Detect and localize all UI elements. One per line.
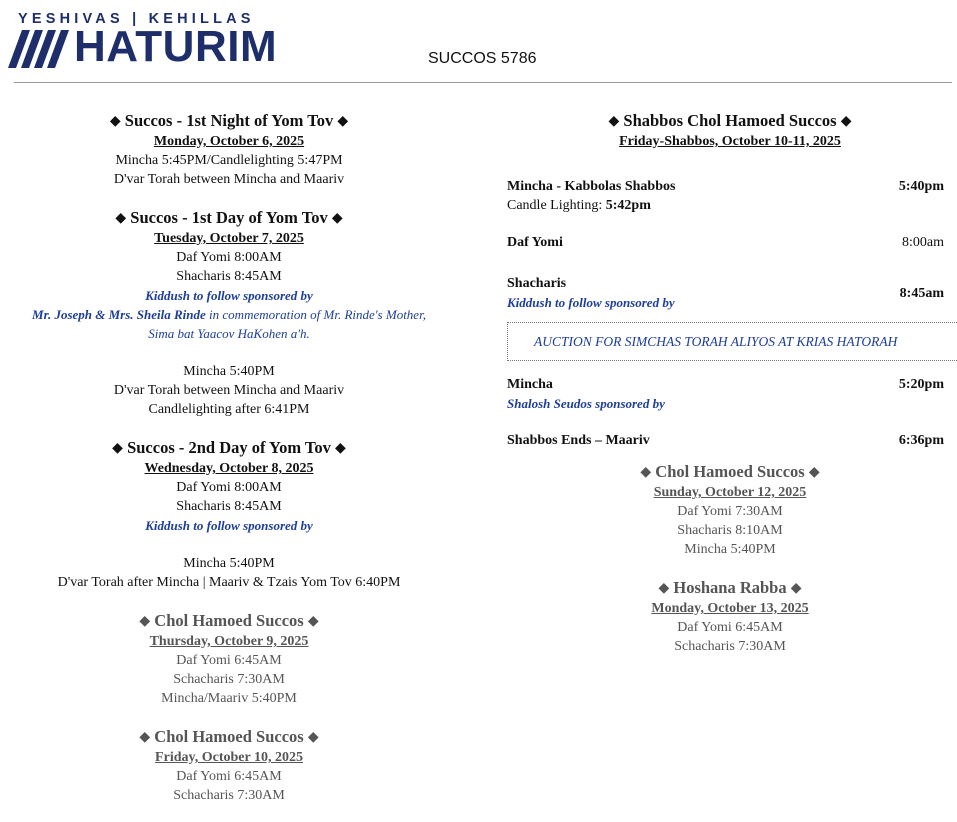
schedule-line: Daf Yomi 7:30AM: [677, 504, 783, 519]
schedule-line: Mincha 5:45PM/Candlelighting 5:47PM: [115, 153, 343, 168]
sponsor-line: [14, 305, 444, 324]
row-label: Shabbos Ends – Maariv: [507, 433, 650, 448]
section-title: [14, 726, 444, 749]
diamond-icon: ◆: [331, 211, 343, 226]
section-title: [507, 461, 953, 484]
sponsor-name: Mr. Joseph & Mrs. Sheila Rinde: [32, 307, 206, 322]
schedule-line: Daf Yomi 8:00AM: [176, 250, 282, 265]
section-date: Wednesday, October 8, 2025: [144, 461, 314, 476]
logo-tagline: YESHIVAS | KEHILLAS: [18, 11, 255, 27]
auction-banner: AUCTION FOR SIMCHAS TORAH ALIYOS AT KRIAS HATORAH: [507, 322, 957, 361]
diamond-icon: ◆: [112, 441, 123, 456]
section-chol-hamoed-friday: [14, 726, 444, 805]
section-title-text: Succos - 2nd Day of Yom Tov: [127, 438, 331, 457]
schedule-line: Mincha/Maariv 5:40PM: [161, 691, 297, 706]
diamond-icon: ◆: [640, 465, 652, 480]
section-title: [14, 110, 444, 133]
diamond-icon: ◆: [337, 114, 349, 129]
row-label: Shacharis: [507, 276, 567, 291]
haturim-logo[interactable]: [8, 8, 308, 71]
section-title-text: Hoshana Rabba: [673, 578, 787, 597]
header-divider: [14, 82, 952, 83]
diamond-icon: ◆: [608, 114, 620, 129]
sponsor-text: in commemoration of Mr. Rinde's Mother,: [205, 307, 426, 322]
kiddush-note: Kiddush to follow sponsored by: [145, 288, 313, 303]
schedule-line: D'var Torah after Mincha | Maariv & Tzais Yom Tov 6:40PM: [57, 575, 401, 590]
row-time: 5:40pm: [898, 179, 944, 194]
schedule-line: D'var Torah between Mincha and Maariv: [113, 172, 345, 187]
section-title-text: Shabbos Chol Hamoed Succos: [623, 111, 837, 130]
sponsor-line-2: Sima bat Yaacov HaKohen a'h.: [148, 326, 310, 341]
schedule-line: Shacharis 8:45AM: [176, 499, 282, 514]
section-date: Monday, October 13, 2025: [651, 601, 809, 616]
row-time: 8:45am: [899, 286, 944, 301]
schedule-line: Mincha 5:40PM: [684, 542, 776, 557]
candle-label: Candle Lighting:: [507, 198, 606, 213]
section-date: Sunday, October 12, 2025: [653, 485, 807, 500]
page-header: [0, 0, 957, 84]
section-title: [507, 577, 953, 600]
schedule-line: Mincha 5:40PM: [183, 364, 275, 379]
schedule-row-shacharis: [507, 274, 953, 312]
row-label: Mincha: [507, 377, 553, 392]
diamond-icon: ◆: [109, 114, 121, 129]
diamond-icon: ◆: [335, 441, 346, 456]
diamond-icon: ◆: [139, 614, 151, 629]
row-label: Mincha - Kabbolas Shabbos: [507, 179, 676, 194]
schedule-row-daf-yomi: [507, 233, 953, 252]
section-title-text: Chol Hamoed Succos: [655, 462, 805, 481]
row-time: 8:00am: [902, 235, 944, 250]
diamond-icon: ◆: [115, 211, 127, 226]
right-column: [507, 110, 953, 656]
section-title: [14, 207, 444, 230]
schedule-line: Candlelighting after 6:41PM: [148, 402, 310, 417]
diamond-icon: ◆: [790, 581, 802, 596]
section-title: [507, 110, 953, 133]
diamond-icon: ◆: [808, 465, 820, 480]
shabbos-header: [507, 110, 953, 151]
section-first-day: [14, 207, 444, 419]
schedule-line: Daf Yomi 6:45AM: [176, 653, 282, 668]
candle-lighting-line: [507, 196, 953, 215]
section-date: Thursday, October 9, 2025: [149, 634, 309, 649]
row-label: Daf Yomi: [507, 235, 563, 250]
section-title-text: Chol Hamoed Succos: [154, 727, 304, 746]
schedule-line: Shacharis 8:45AM: [176, 269, 282, 284]
schedule-line: D'var Torah between Mincha and Maariv: [113, 383, 345, 398]
schedule-line: Shacharis 8:10AM: [677, 523, 783, 538]
schedule-row-mincha: [507, 375, 953, 413]
candle-time: 5:42pm: [605, 198, 651, 213]
section-chol-hamoed-thursday: [14, 610, 444, 708]
section-date: Friday, October 10, 2025: [155, 750, 303, 765]
diamond-icon: ◆: [840, 114, 852, 129]
logo-wordmark: HATURIM: [74, 22, 278, 71]
section-second-day: [14, 437, 444, 592]
schedule-line: Daf Yomi 6:45AM: [677, 620, 783, 635]
section-title: [14, 610, 444, 633]
section-title-text: Succos - 1st Day of Yom Tov: [130, 208, 328, 227]
section-date: Monday, October 6, 2025: [153, 134, 305, 149]
schedule-line: Daf Yomi 6:45AM: [176, 769, 282, 784]
document-title: SUCCOS 5786: [428, 50, 537, 67]
kiddush-note: Kiddush to follow sponsored by: [507, 295, 675, 310]
section-date: Tuesday, October 7, 2025: [154, 231, 304, 246]
schedule-line: Schacharis 7:30AM: [173, 672, 285, 687]
section-chol-hamoed-sunday: [507, 461, 953, 559]
shalosh-seudos-note: Shalosh Seudos sponsored by: [507, 396, 665, 411]
diamond-icon: ◆: [658, 581, 670, 596]
logo-stripes-icon: [8, 30, 78, 68]
section-hoshana-rabba: [507, 577, 953, 656]
section-date: Friday-Shabbos, October 10-11, 2025: [619, 134, 841, 149]
schedule-row-shabbos-ends: [507, 431, 953, 450]
schedule-row-mincha-kabbolas: [507, 177, 953, 215]
schedule-line: Daf Yomi 8:00AM: [176, 480, 282, 495]
schedule-line: Mincha 5:40PM: [183, 556, 275, 571]
section-title: [14, 437, 444, 460]
schedule-line: Schacharis 7:30AM: [173, 788, 285, 803]
row-time: 5:20pm: [898, 377, 944, 392]
left-column: [14, 110, 444, 822]
schedule-line: Schacharis 7:30AM: [674, 639, 786, 654]
kiddush-note: Kiddush to follow sponsored by: [145, 518, 313, 533]
section-first-night: [14, 110, 444, 189]
row-time: 6:36pm: [898, 433, 944, 448]
section-title-text: Chol Hamoed Succos: [154, 611, 304, 630]
diamond-icon: ◆: [307, 614, 319, 629]
diamond-icon: ◆: [307, 730, 319, 745]
diamond-icon: ◆: [139, 730, 151, 745]
section-title-text: Succos - 1st Night of Yom Tov: [124, 111, 334, 130]
